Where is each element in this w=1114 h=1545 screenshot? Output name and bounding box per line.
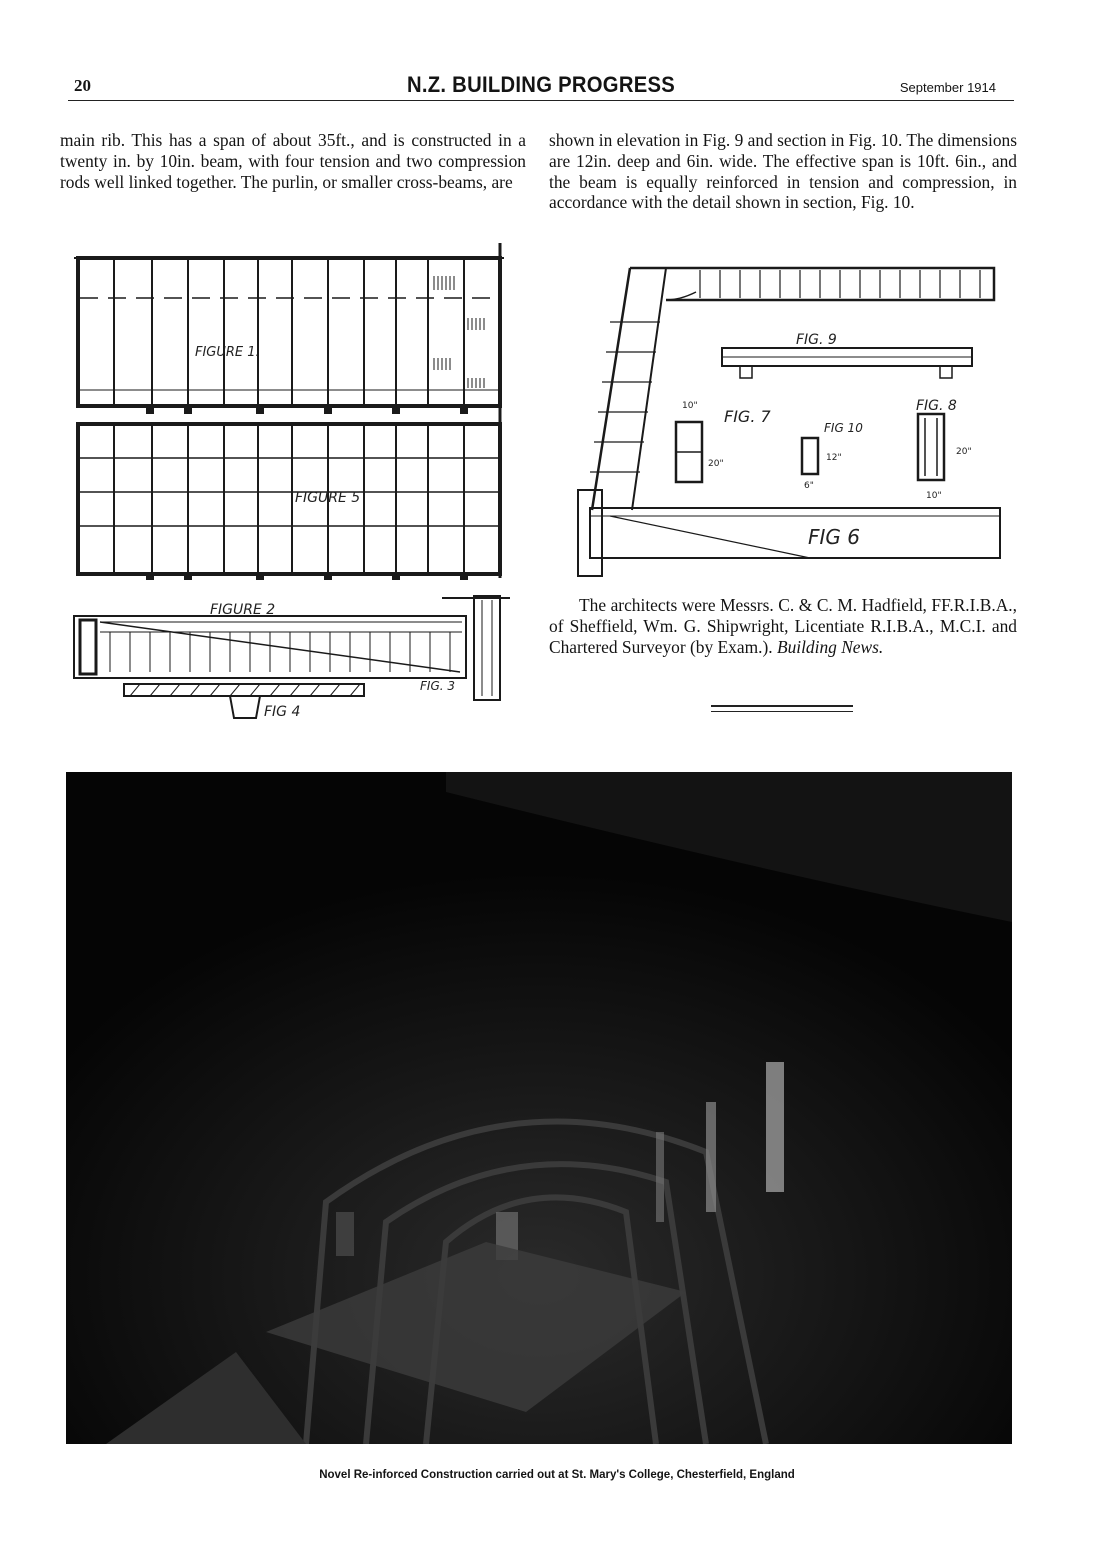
issue-date: September 1914 bbox=[899, 80, 996, 95]
figure-1-label: FIGURE 1. bbox=[195, 345, 260, 360]
source-credit: Building News. bbox=[776, 637, 884, 657]
article-text-left: main rib. This has a span of about 35ft., and is constructed in a twenty in. by 10in. beam, with four tension and two compression rods well linked together. The purlin, or smaller cross-beams, are bbox=[60, 130, 526, 192]
figure-2-label: FIGURE 2 bbox=[210, 602, 276, 618]
dimension-6in-fig10: 6" bbox=[804, 481, 814, 491]
architects-text: The architects were Messrs. C. & C. M. Hadfield, FF.R.I.B.A., of Sheffield, Wm. G. Shipwright, Licentiate R.I.B.A., M.C.I. and Chartered Surveyor (by Exam.). bbox=[549, 595, 1017, 657]
dimension-20in-fig8: 20" bbox=[956, 447, 972, 457]
figures-2-3-4-drawing bbox=[70, 592, 520, 724]
figure-3-label: FIG. 3 bbox=[420, 679, 456, 693]
figures-1-5-drawing bbox=[70, 238, 520, 588]
figure-6-label: FIG 6 bbox=[808, 525, 860, 549]
dimension-12in-fig10: 12" bbox=[826, 453, 842, 463]
figure-10-label: FIG 10 bbox=[824, 421, 863, 435]
architects-paragraph bbox=[549, 595, 1017, 658]
figures-6-10-drawing bbox=[570, 262, 1006, 580]
photo-content bbox=[66, 772, 1012, 1444]
figure-5-label: FIGURE 5 bbox=[295, 490, 361, 506]
dimension-20in-fig7: 20" bbox=[708, 459, 724, 469]
figure-4-label: FIG 4 bbox=[264, 704, 301, 720]
dimension-10in-fig7: 10" bbox=[682, 401, 698, 411]
college-interior-photo bbox=[66, 772, 1012, 1444]
page-number: 20 bbox=[74, 76, 91, 95]
figure-8-label: FIG. 8 bbox=[916, 398, 957, 414]
figure-7-label: FIG. 7 bbox=[724, 407, 771, 426]
section-divider bbox=[711, 705, 853, 712]
journal-title: N.Z. BUILDING PROGRESS bbox=[406, 72, 676, 97]
page-header bbox=[68, 70, 1014, 101]
dimension-10in-fig8: 10" bbox=[926, 491, 942, 501]
figure-9-label: FIG. 9 bbox=[796, 332, 837, 348]
article-text-right: shown in elevation in Fig. 9 and section in Fig. 10. The dimensions are 12in. deep and 6in. wide. The effective span is 10ft. 6in., and the beam is equally reinforced in tension and compression, in accordance with the detail shown in section, Fig. 10. bbox=[549, 130, 1017, 213]
photo-caption: Novel Re-inforced Construction carried out at St. Mary's College, Chesterfield, England bbox=[319, 1469, 795, 1481]
